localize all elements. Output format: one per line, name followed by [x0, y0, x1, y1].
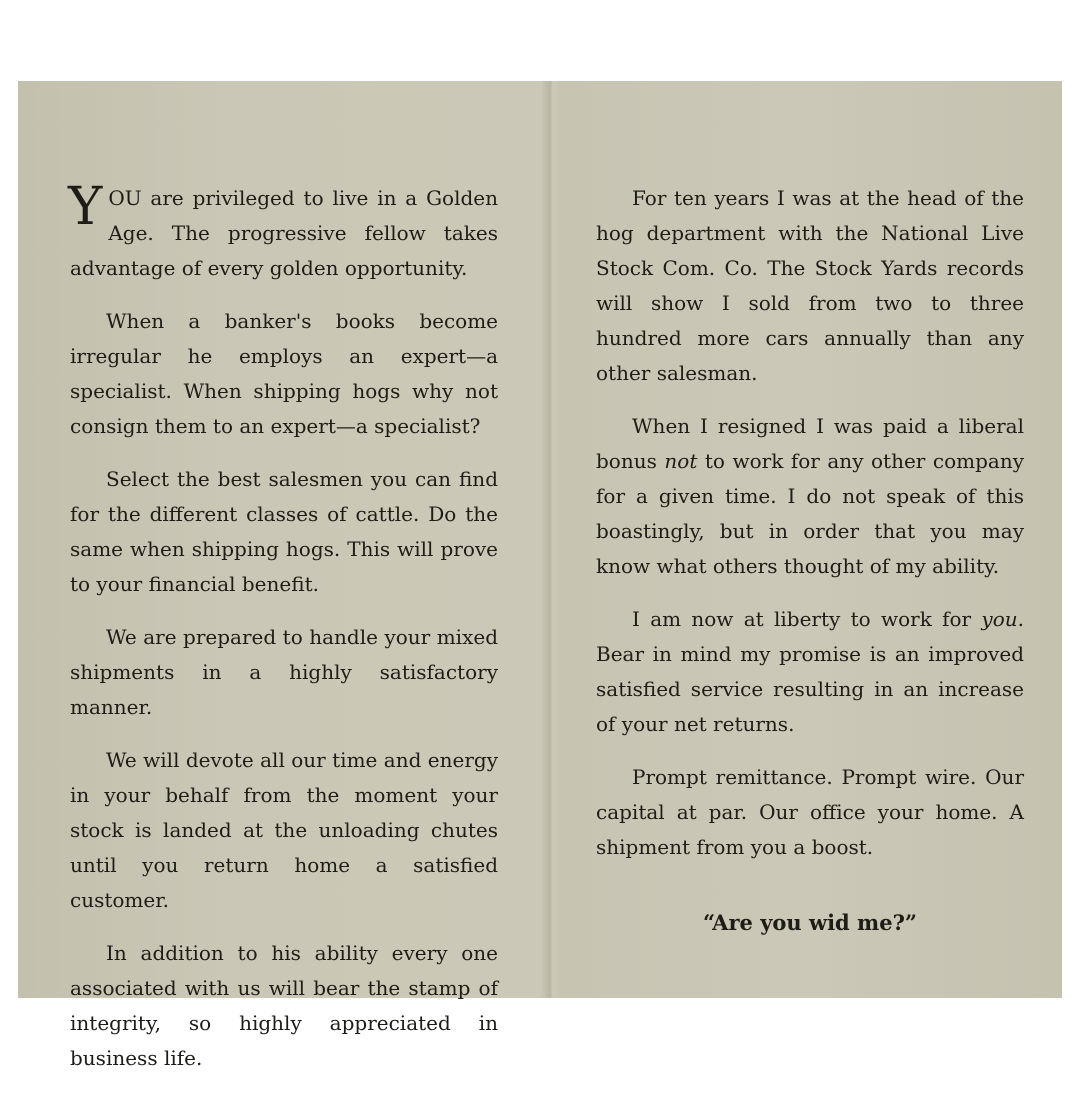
right-paragraph-2-start: When I resigned I was paid a liberal bonus: [596, 414, 1024, 473]
emphasis-you: you.: [981, 607, 1024, 631]
closing-slogan: “Are you wid me?”: [702, 910, 918, 935]
left-paragraph-5: We will devote all our time and energy in your behalf from the moment your stock is landed at the unloading chutes until you return home a satisfied customer.: [70, 748, 498, 912]
center-fold: [541, 81, 561, 998]
right-paragraph-3-end: Bear in mind my promise is an improved satisfied service resulting in an increase of your net returns.: [596, 642, 1024, 736]
right-paragraph-2-end: to work for any other company for a given time. I do not speak of this boastingly, but in order that you may know what others thought of my ability.: [596, 449, 1025, 578]
left-paragraph-2: When a banker's books become irregular he employs an expert—a specialist. When shipping hogs why not consign them to an expert—a specialist?: [70, 309, 498, 438]
right-page: [596, 181, 1024, 961]
left-paragraph-3: Select the best salesmen you can find for the different classes of cattle. Do the same when shipping hogs. This will prove to your financial benefit.: [70, 467, 498, 596]
emphasis-not: not: [664, 449, 698, 473]
left-paragraph-1-text: OU are privileged to live in a Golden Age. The progressive fellow takes advantage of every golden opportunity.: [70, 186, 498, 280]
right-paragraph-3: [596, 602, 1024, 742]
left-paragraph-4: We are prepared to handle your mixed shipments in a highly satisfactory manner.: [70, 625, 498, 719]
drop-cap-letter: Y: [68, 177, 103, 237]
left-page: [68, 177, 498, 1094]
left-paragraph-1: [68, 177, 498, 286]
left-paragraph-6: In addition to his ability every one associated with us will bear the stamp of integrity, so highly appreciated in business life.: [70, 941, 498, 1070]
right-paragraph-2: [596, 409, 1024, 584]
pamphlet-sheet: [18, 81, 1062, 1070]
right-paragraph-1: For ten years I was at the head of the hog department with the National Live Stock Com. Co. The Stock Yards records will show I sold from two to three hundred more cars annually than any other salesman.: [596, 186, 1024, 385]
right-paragraph-3-start: I am now at liberty to work for: [632, 607, 982, 631]
right-paragraph-4: Prompt remittance. Prompt wire. Our capital at par. Our office your home. A shipment from you a boost.: [596, 765, 1024, 859]
